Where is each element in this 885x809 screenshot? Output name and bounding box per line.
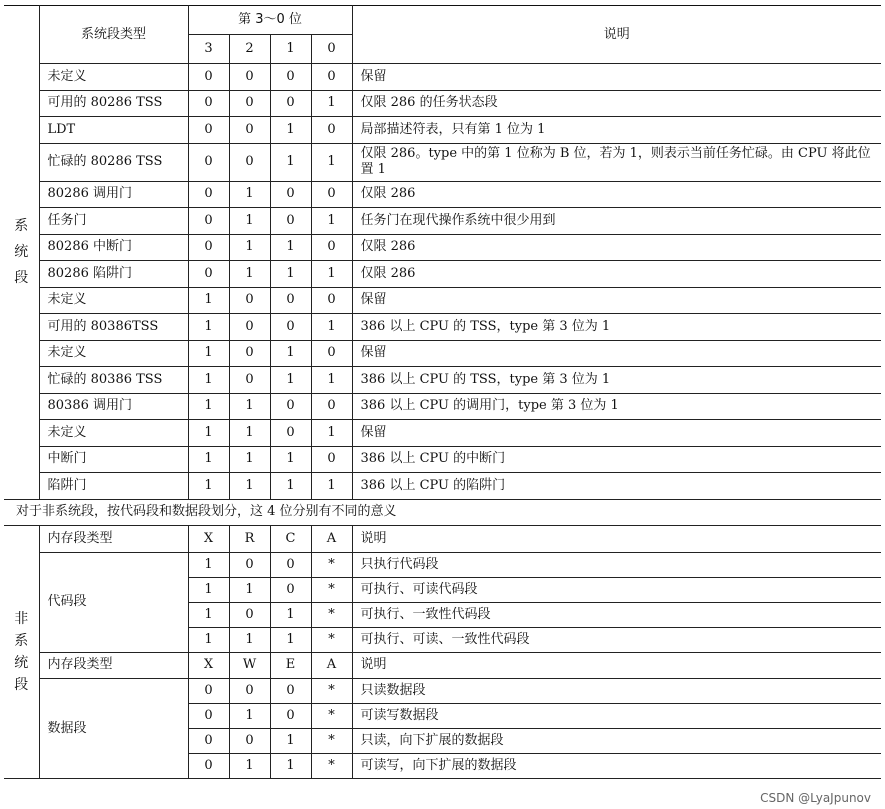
description: 386 以上 CPU 的中断门 (352, 446, 881, 473)
bit-value: * (311, 602, 352, 627)
bit-value: 1 (188, 552, 229, 577)
description: 仅限 286 (352, 234, 881, 261)
bit-value: 0 (270, 208, 311, 235)
description: 可读写，向下扩展的数据段 (352, 754, 881, 779)
data-segment-label: 数据段 (39, 679, 188, 779)
code-header-row (4, 526, 881, 553)
segment-type-table (4, 5, 881, 779)
description: 任务门在现代操作系统中很少用到 (352, 208, 881, 235)
bit-value: 0 (311, 181, 352, 208)
bit-value: 1 (188, 340, 229, 367)
bit-value: 1 (229, 577, 270, 602)
bit-value: 0 (188, 754, 229, 779)
bit-value: 0 (229, 340, 270, 367)
bit-value: 0 (229, 287, 270, 314)
bit-value: 0 (311, 64, 352, 91)
description: 仅限 286 的任务状态段 (352, 90, 881, 117)
description: 可执行、可读代码段 (352, 577, 881, 602)
system-side-label (4, 6, 39, 500)
segment-type: 未定义 (39, 64, 188, 91)
memory-type-header: 内存段类型 (39, 526, 188, 553)
description: 386 以上 CPU 的 TSS，type 第 3 位为 1 (352, 367, 881, 394)
bit-value: 1 (188, 602, 229, 627)
watermark: CSDN @LyaJpunov (760, 791, 871, 805)
bit-value: 0 (270, 679, 311, 704)
segment-type: 80286 中断门 (39, 234, 188, 261)
bit-value: 0 (188, 64, 229, 91)
bit-value: * (311, 552, 352, 577)
table-row (4, 234, 881, 261)
table-row (4, 367, 881, 394)
bit-index: 3 (188, 35, 229, 64)
bit-value: 0 (270, 577, 311, 602)
bit-value: 1 (188, 314, 229, 341)
bit-value: 0 (270, 393, 311, 420)
bit-value: 1 (311, 367, 352, 394)
description: 仅限 286 (352, 261, 881, 288)
description: 保留 (352, 64, 881, 91)
bit-value: 1 (270, 446, 311, 473)
bit-value: 0 (188, 208, 229, 235)
bit-value: 0 (188, 729, 229, 754)
description: 仅限 286 (352, 181, 881, 208)
bit-index: 0 (311, 35, 352, 64)
bit-value: 0 (229, 602, 270, 627)
bit-flag-header: E (270, 652, 311, 679)
segment-type: 任务门 (39, 208, 188, 235)
bit-value: 1 (229, 627, 270, 652)
segment-type: LDT (39, 117, 188, 144)
table-row (4, 340, 881, 367)
side-char: 非 (14, 611, 29, 627)
bit-value: 1 (311, 143, 352, 181)
description: 只读数据段 (352, 679, 881, 704)
table-row (4, 64, 881, 91)
bit-value: 0 (229, 552, 270, 577)
desc-header: 说明 (352, 526, 881, 553)
bit-value: * (311, 577, 352, 602)
segment-type: 忙碌的 80286 TSS (39, 143, 188, 181)
bit-value: 1 (270, 367, 311, 394)
bit-value: 1 (311, 314, 352, 341)
bit-value: 0 (229, 729, 270, 754)
side-char: 统 (14, 655, 29, 671)
bit-value: 1 (270, 117, 311, 144)
bit-value: 0 (270, 552, 311, 577)
bit-value: 1 (311, 420, 352, 447)
bit-value: 1 (270, 473, 311, 500)
segment-type: 中断门 (39, 446, 188, 473)
bit-value: 1 (188, 446, 229, 473)
bit-value: 0 (188, 143, 229, 181)
bit-index: 1 (270, 35, 311, 64)
memory-type-header: 内存段类型 (39, 652, 188, 679)
bit-value: 0 (229, 314, 270, 341)
bit-value: 0 (311, 393, 352, 420)
bit-value: 1 (229, 181, 270, 208)
side-char: 段 (14, 677, 29, 693)
bit-index: 2 (229, 35, 270, 64)
data-header-row (4, 652, 881, 679)
desc-header: 说明 (352, 652, 881, 679)
bit-value: 1 (229, 420, 270, 447)
bit-value: 1 (188, 577, 229, 602)
bit-value: 0 (270, 64, 311, 91)
table-row (4, 314, 881, 341)
table-row (4, 208, 881, 235)
bit-value: 0 (229, 90, 270, 117)
segment-type: 可用的 80386TSS (39, 314, 188, 341)
bit-value: 0 (188, 117, 229, 144)
bit-value: * (311, 729, 352, 754)
bit-flag-header: R (229, 526, 270, 553)
bit-value: 1 (270, 234, 311, 261)
bit-flag-header: X (188, 652, 229, 679)
table-row (4, 446, 881, 473)
segment-type: 忙碌的 80386 TSS (39, 367, 188, 394)
bit-value: 1 (311, 208, 352, 235)
bit-value: 0 (229, 143, 270, 181)
system-type-header: 系统段类型 (39, 6, 188, 64)
bit-value: 0 (270, 181, 311, 208)
bit-value: 0 (188, 679, 229, 704)
bit-value: 0 (229, 64, 270, 91)
bit-value: 1 (188, 627, 229, 652)
bit-value: 1 (188, 367, 229, 394)
segment-type: 80386 调用门 (39, 393, 188, 420)
description: 可读写数据段 (352, 704, 881, 729)
bit-value: 1 (229, 208, 270, 235)
bit-value: 1 (270, 627, 311, 652)
bit-value: 0 (311, 446, 352, 473)
description: 386 以上 CPU 的调用门，type 第 3 位为 1 (352, 393, 881, 420)
table-row (4, 552, 881, 577)
nonsystem-note: 对于非系统段，按代码段和数据段划分，这 4 位分别有不同的意义 (4, 499, 881, 526)
table-row (4, 473, 881, 500)
description: 386 以上 CPU 的陷阱门 (352, 473, 881, 500)
description: 保留 (352, 420, 881, 447)
bit-value: * (311, 627, 352, 652)
bit-value: 1 (311, 90, 352, 117)
bit-value: * (311, 679, 352, 704)
nonsystem-side-label (4, 526, 39, 779)
segment-type: 80286 调用门 (39, 181, 188, 208)
segment-type: 未定义 (39, 340, 188, 367)
bit-value: 1 (229, 754, 270, 779)
bit-value: 1 (270, 729, 311, 754)
side-char: 系 (14, 218, 29, 235)
table-row (4, 181, 881, 208)
table-row (4, 679, 881, 704)
bit-flag-header: A (311, 526, 352, 553)
table-row (4, 90, 881, 117)
bit-value: 1 (229, 446, 270, 473)
table-row (4, 287, 881, 314)
table-row (4, 393, 881, 420)
bit-value: * (311, 754, 352, 779)
note-row (4, 499, 881, 526)
bit-value: 0 (188, 181, 229, 208)
bits-header: 第 3～0 位 (188, 6, 352, 35)
bit-value: 0 (270, 704, 311, 729)
bit-value: 0 (311, 117, 352, 144)
bit-value: 1 (188, 473, 229, 500)
bit-value: 0 (270, 90, 311, 117)
description: 保留 (352, 287, 881, 314)
segment-type: 未定义 (39, 420, 188, 447)
bit-value: 1 (188, 420, 229, 447)
bit-value: 1 (270, 754, 311, 779)
description: 只读，向下扩展的数据段 (352, 729, 881, 754)
bit-value: 0 (188, 704, 229, 729)
table-row (4, 143, 881, 181)
bit-value: 1 (229, 704, 270, 729)
side-char: 统 (14, 244, 29, 261)
segment-type: 80286 陷阱门 (39, 261, 188, 288)
code-segment-label: 代码段 (39, 552, 188, 652)
bit-value: 1 (270, 602, 311, 627)
bit-value: 0 (270, 314, 311, 341)
description: 局部描述符表，只有第 1 位为 1 (352, 117, 881, 144)
bit-value: 0 (270, 287, 311, 314)
system-header-row (4, 6, 881, 35)
bit-flag-header: X (188, 526, 229, 553)
bit-value: 1 (229, 473, 270, 500)
bit-value: 1 (188, 393, 229, 420)
bit-value: 1 (311, 261, 352, 288)
side-char: 段 (14, 270, 29, 287)
segment-type: 未定义 (39, 287, 188, 314)
bit-value: 0 (188, 234, 229, 261)
bit-value: 0 (188, 90, 229, 117)
bit-value: 0 (188, 261, 229, 288)
table-row (4, 117, 881, 144)
bit-flag-header: C (270, 526, 311, 553)
bit-value: 1 (270, 261, 311, 288)
description: 386 以上 CPU 的 TSS，type 第 3 位为 1 (352, 314, 881, 341)
bit-value: 1 (229, 393, 270, 420)
segment-type: 陷阱门 (39, 473, 188, 500)
bit-value: 1 (270, 340, 311, 367)
table-row (4, 420, 881, 447)
description: 仅限 286。type 中的第 1 位称为 B 位，若为 1，则表示当前任务忙碌。由 CPU 将此位置 1 (352, 143, 881, 181)
bit-value: 0 (311, 234, 352, 261)
bit-value: 1 (229, 261, 270, 288)
side-char: 系 (14, 633, 29, 649)
bit-value: 1 (188, 287, 229, 314)
bit-flag-header: W (229, 652, 270, 679)
desc-header: 说明 (352, 6, 881, 64)
segment-type: 可用的 80286 TSS (39, 90, 188, 117)
table-row (4, 261, 881, 288)
bit-value: 1 (270, 143, 311, 181)
table-body (4, 6, 881, 779)
description: 可执行、一致性代码段 (352, 602, 881, 627)
bit-value: 0 (311, 287, 352, 314)
bit-value: 0 (229, 367, 270, 394)
bit-value: 0 (229, 117, 270, 144)
bit-value: 0 (311, 340, 352, 367)
description: 只执行代码段 (352, 552, 881, 577)
bit-flag-header: A (311, 652, 352, 679)
description: 可执行、可读、一致性代码段 (352, 627, 881, 652)
bit-value: * (311, 704, 352, 729)
description: 保留 (352, 340, 881, 367)
bit-value: 0 (270, 420, 311, 447)
bit-value: 1 (311, 473, 352, 500)
bit-value: 0 (229, 679, 270, 704)
bit-value: 1 (229, 234, 270, 261)
